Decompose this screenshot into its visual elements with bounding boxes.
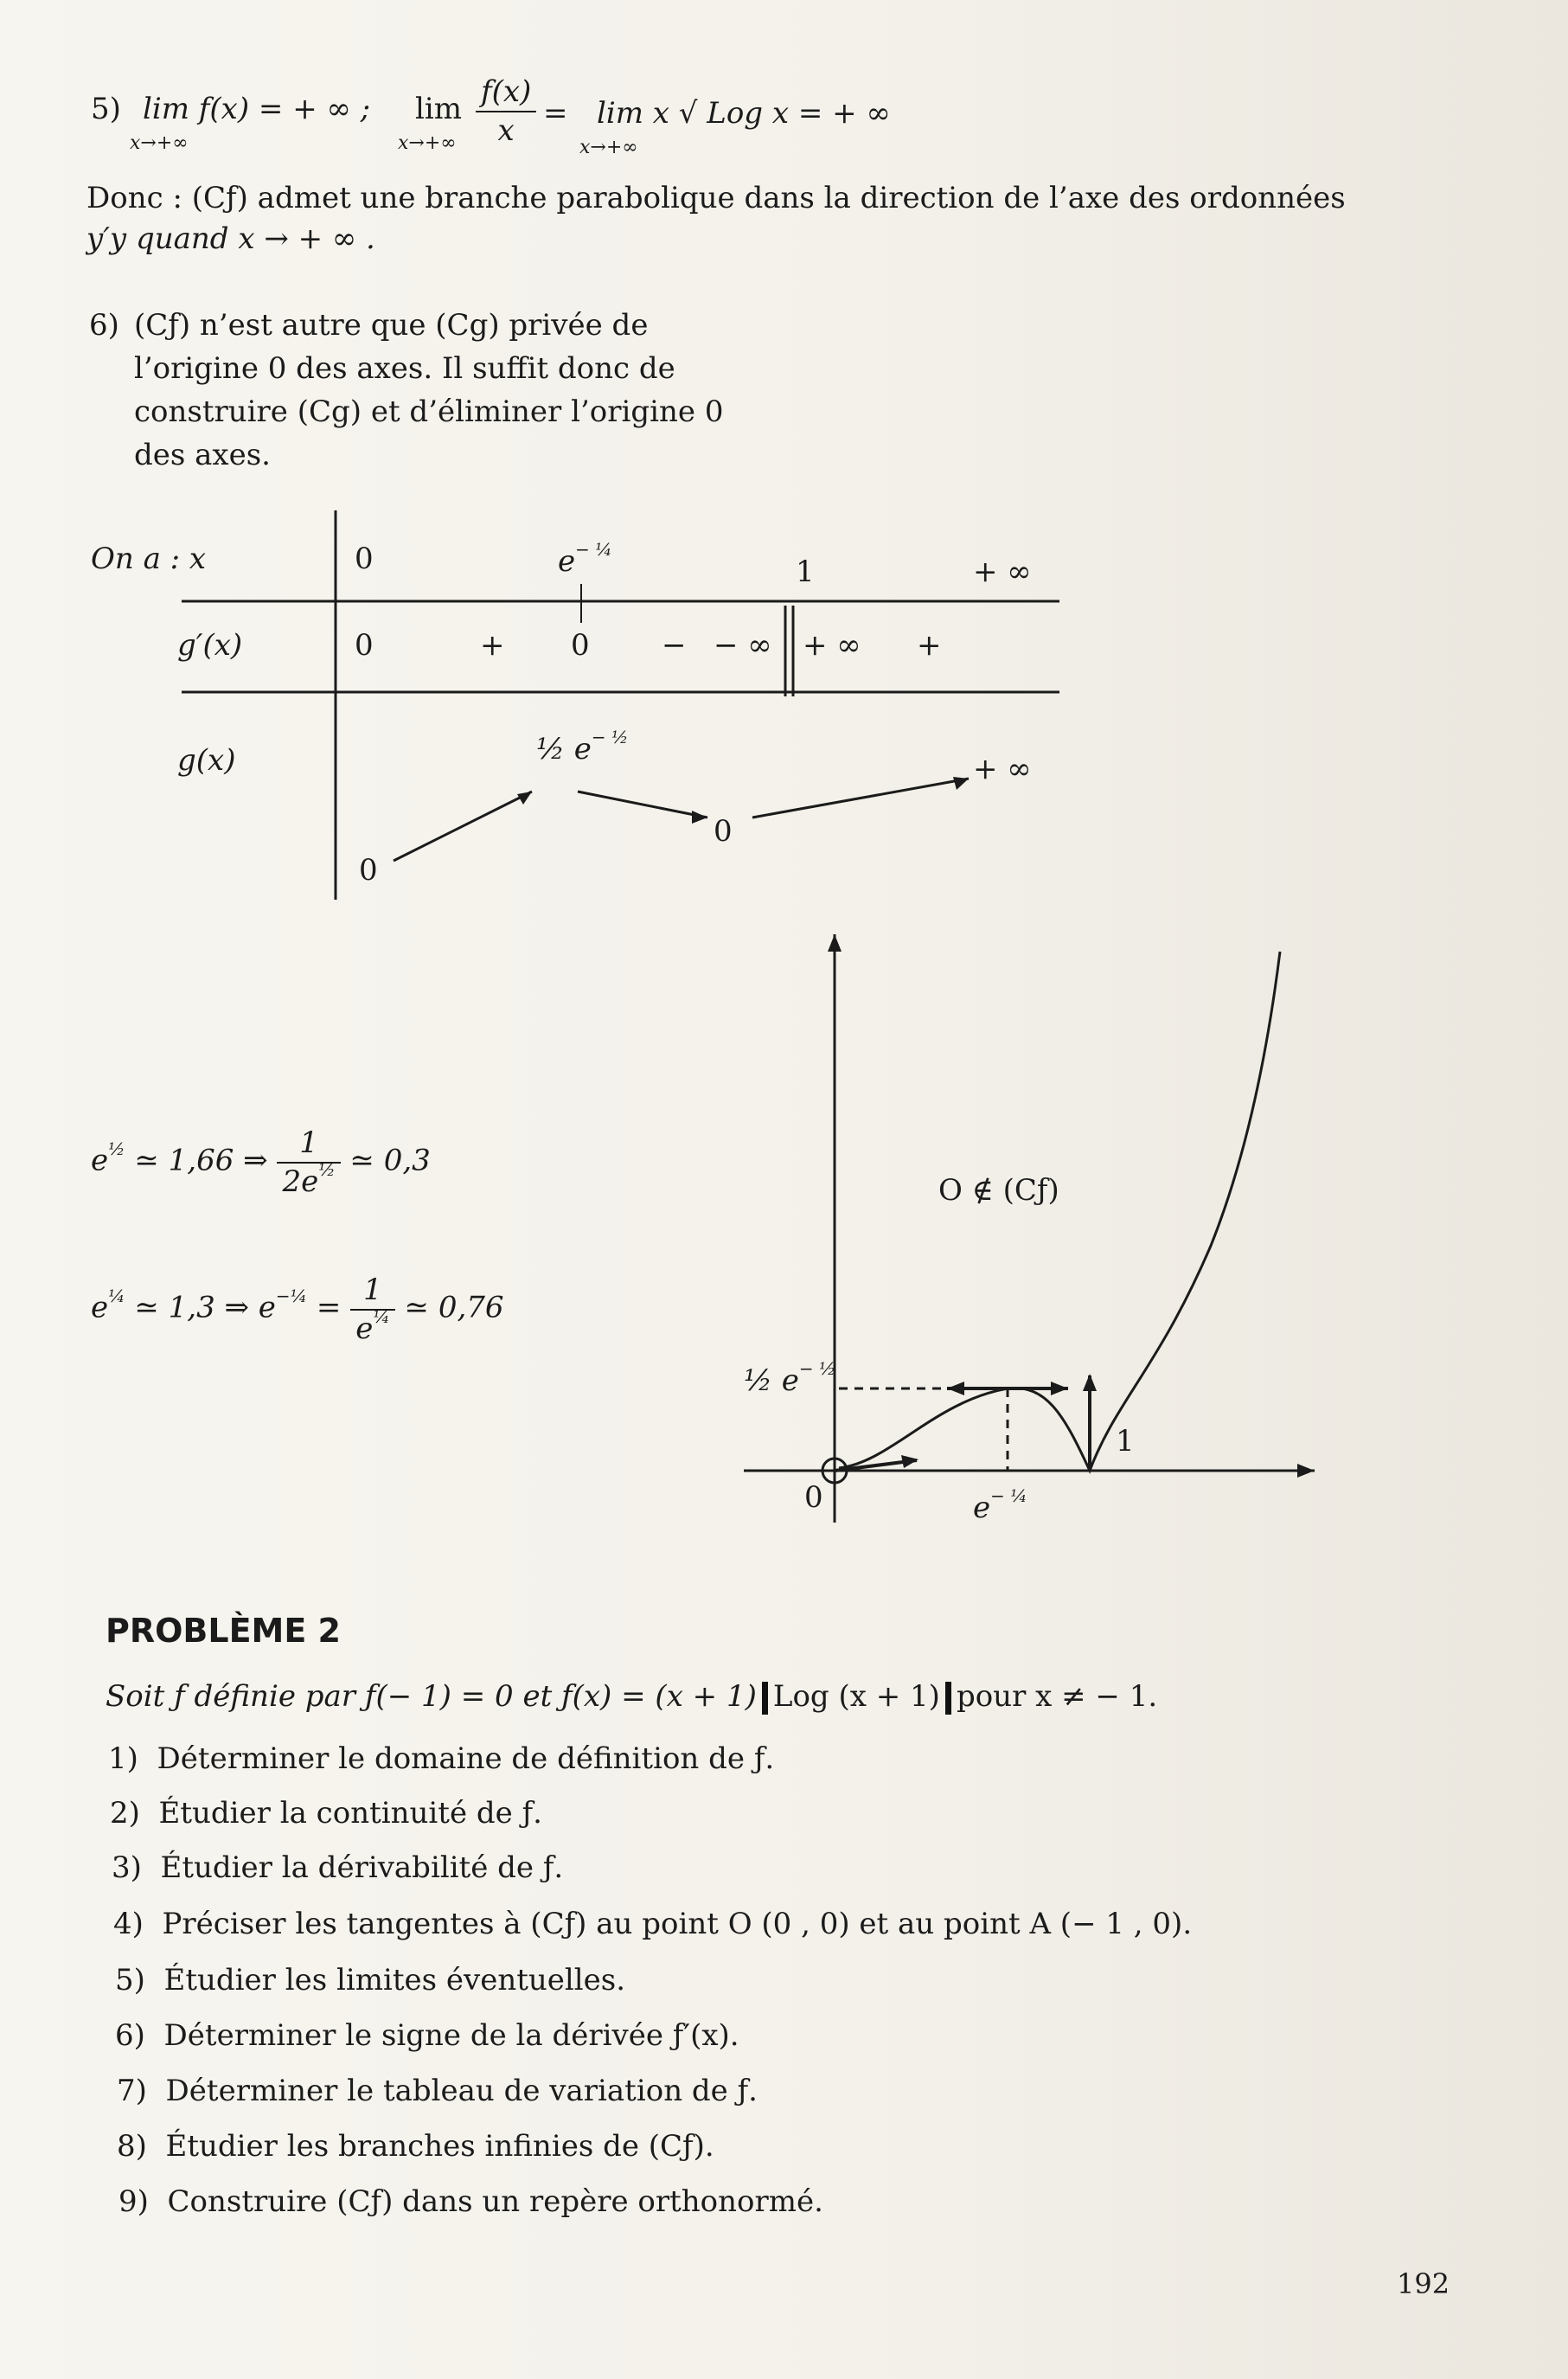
- x-value-0: 0: [355, 542, 374, 576]
- problem2-item-1: 1) Déterminer le domaine de définition de ƒ.: [108, 1741, 775, 1776]
- problem2-item-3: 3) Étudier la dérivabilité de ƒ.: [112, 1850, 564, 1885]
- graph-y-max-label: ½ $e^{- \frac{1}{2}}$: [744, 1358, 836, 1398]
- problem2-item-2: 2) Étudier la continuité de ƒ.: [110, 1796, 542, 1831]
- g-value-max: ½ $e^{- \frac{1}{2}}$: [536, 727, 629, 766]
- problem2-item-7: 7) Déterminer le tableau de variation de ƒ.: [117, 2074, 758, 2108]
- gprime-plus-inf: + ∞: [803, 628, 861, 663]
- section5-limit-f-sub: x→+∞: [130, 132, 189, 154]
- graph-x-one: 1: [1116, 1424, 1135, 1459]
- tangent-left-head: [947, 1382, 964, 1395]
- gprime-value-0: 0: [355, 628, 374, 663]
- gprime-value-crit: 0: [571, 628, 590, 663]
- gprime-sign-plus-2: +: [917, 628, 942, 663]
- g-arrow-up-1: [394, 792, 532, 861]
- gprime-sign-minus: −: [662, 628, 687, 663]
- problem2-title: PROBLÈME 2: [106, 1612, 341, 1650]
- curve-graph: [726, 917, 1332, 1540]
- problem2-item-6: 6) Déterminer le signe de la dérivée ƒ′(x).: [115, 2018, 739, 2053]
- x-axis-arrow: [1297, 1464, 1315, 1478]
- problem2-item-4: 4) Préciser les tangentes à (Cƒ) au point O (0 , 0) et au point A (− 1 , 0).: [113, 1907, 1193, 1941]
- graph-x-crit: $e^{- \frac{1}{4}}$: [973, 1485, 1027, 1525]
- section5-limit-sqrt: lim x √ Log x = + ∞: [597, 96, 891, 131]
- section6-number: 6): [89, 308, 119, 343]
- ratio-denominator: x: [497, 112, 515, 148]
- problem2-intro: Soit ƒ définie par ƒ(− 1) = 0 et ƒ(x) = (x + 1) Log (x + 1) pour x ≠ − 1.: [106, 1679, 1158, 1714]
- g-label: g(x): [177, 743, 236, 778]
- tangent-right-head: [1051, 1382, 1068, 1395]
- page-number: 192: [1397, 2267, 1450, 2300]
- x-value-1: 1: [796, 555, 815, 589]
- g-value-0: 0: [359, 853, 378, 888]
- section5-limit-ratio: lim: [415, 92, 462, 126]
- g-arrow-down-head: [692, 811, 707, 824]
- g-arrow-up-2: [752, 779, 969, 818]
- vertical-tangent-head: [1083, 1374, 1097, 1391]
- approx-line1: $e^{\frac{1}{2}}$ ≃ 1,66 ⇒ $\frac{1}{2e^{\frac{1}{2}}}$ ≃ 0,3: [91, 1125, 431, 1199]
- section6-line1: (Cƒ) n’est autre que (Cg) privée de: [134, 308, 649, 343]
- g-arrow-down: [578, 792, 707, 818]
- gprime-minus-inf: − ∞: [714, 628, 772, 663]
- x-value-crit: $e^{- \frac{1}{4}}$: [558, 539, 612, 579]
- section6-line2: l’origine 0 des axes. Il suffit donc de: [134, 351, 675, 386]
- ratio-numerator: f(x): [476, 74, 536, 112]
- g-arrow-up-2-head: [953, 777, 969, 790]
- g-value-min: 0: [714, 814, 733, 849]
- problem2-item-8: 8) Étudier les branches infinies de (Cƒ).: [117, 2129, 714, 2164]
- section5-number: 5): [91, 92, 121, 126]
- section5-conclusion-line1: Donc : (Cƒ) admet une branche parabolique dans la direction de l’axe des ordonnées: [86, 181, 1346, 215]
- section6-line3: construire (Cg) et d’éliminer l’origine 0: [134, 394, 724, 429]
- curve-cg: [839, 952, 1280, 1471]
- variation-table: [0, 0, 1568, 952]
- graph-x-zero: 0: [804, 1480, 823, 1515]
- problem2-item-5: 5) Étudier les limites éventuelles.: [115, 1963, 626, 1997]
- approx-line2: $e^{\frac{1}{4}}$ ≃ 1,3 ⇒ $e^{-\frac{1}{4}}$ = $\frac{1}{e^{\frac{1}{4}}}$ ≃ 0,76: [91, 1273, 504, 1346]
- y-axis-arrow: [828, 934, 842, 952]
- section5-limit-sqrt-sub: x→+∞: [579, 137, 638, 158]
- section6-line4: des axes.: [134, 438, 271, 472]
- gprime-sign-plus-1: +: [480, 628, 505, 663]
- section5-limit-f: lim f(x) = + ∞ ;: [143, 92, 371, 126]
- section5-conclusion-line2: y′y quand x → + ∞ .: [86, 221, 375, 256]
- gprime-label: g′(x): [177, 628, 243, 663]
- g-value-inf: + ∞: [973, 752, 1032, 786]
- section5-equals: =: [543, 96, 568, 131]
- x-value-inf: + ∞: [973, 555, 1032, 589]
- problem2-item-9: 9) Construire (Cƒ) dans un repère orthonormé.: [118, 2184, 823, 2219]
- section5-limit-ratio-sub: x→+∞: [398, 132, 457, 154]
- graph-origin-label: O ∉ (Cƒ): [938, 1173, 1059, 1208]
- table-on-a-x: On a : x: [91, 542, 207, 576]
